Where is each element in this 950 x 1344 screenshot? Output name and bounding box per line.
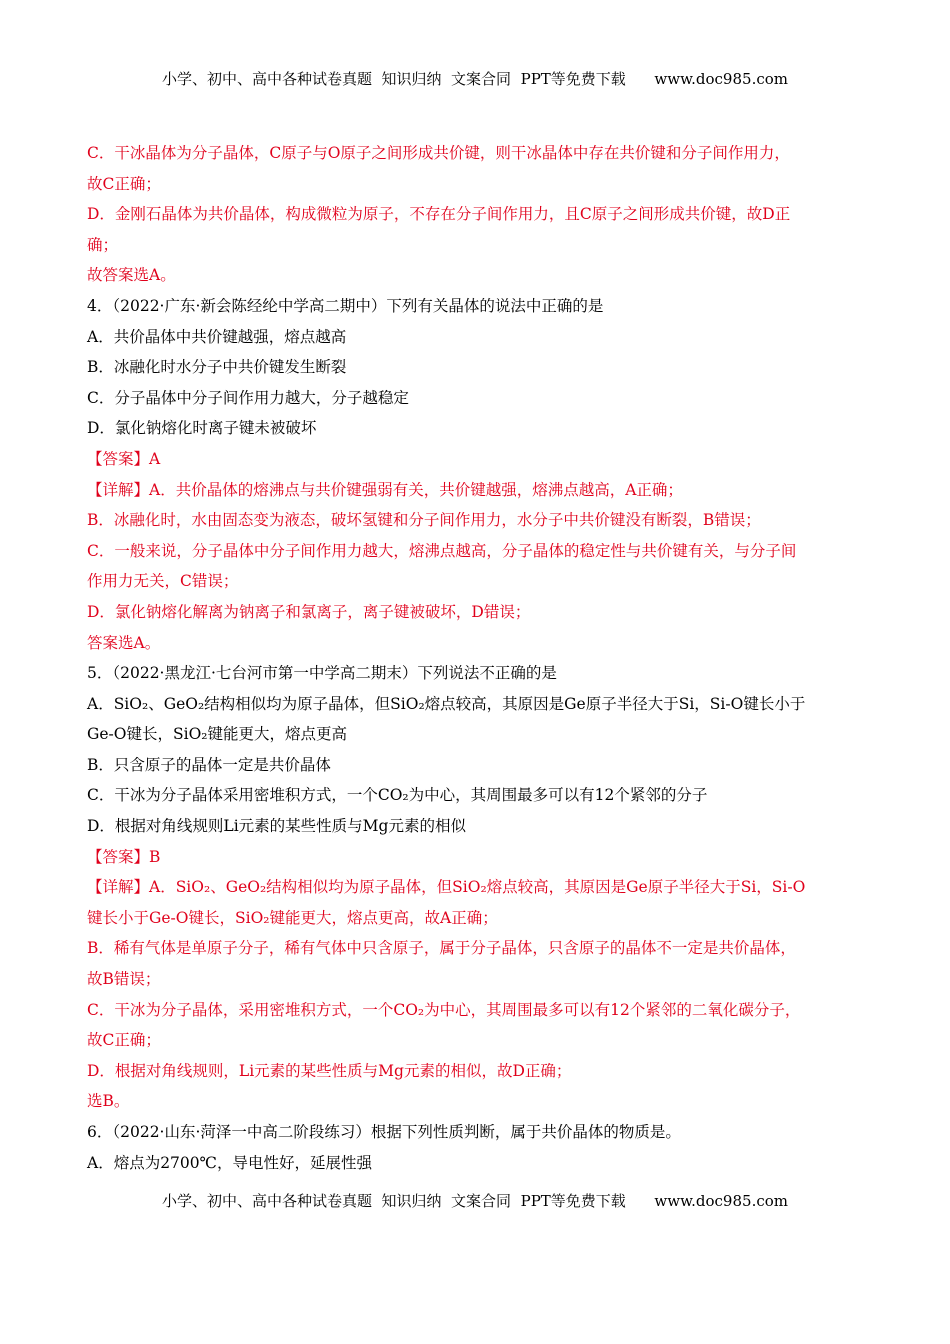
text-line: D．氯化钠熔化时离子键未被破坏 xyxy=(87,419,317,438)
text-line: 4．（2022·广东·新会陈经纶中学高二期中）下列有关晶体的说法中正确的是 xyxy=(87,296,604,315)
text-line: 【答案】B xyxy=(87,847,161,866)
text-line: 作用力无关，C错误； xyxy=(87,572,239,591)
text-line: 【详解】A．SiO₂、GeO₂结构相似均为原子晶体，但SiO₂熔点较高，其原因是Ge原子半径大于Si，Si-O xyxy=(87,878,806,897)
text-line: D．根据对角线规则Li元素的某些性质与Mg元素的相似 xyxy=(87,817,466,836)
text-line: B．稀有气体是单原子分子，稀有气体中只含原子，属于分子晶体，只含原子的晶体不一定是共价晶体， xyxy=(87,939,796,958)
text-line: C．分子晶体中分子间作用力越大，分子越稳定 xyxy=(87,388,409,407)
text-line: C．干冰晶体为分子晶体，C原子与O原子之间形成共价键，则干冰晶体中存在共价键和分子间作用力， xyxy=(87,144,790,162)
document-body xyxy=(87,138,867,1178)
text-line: B．冰融化时，水由固态变为液态，破坏氢键和分子间作用力，水分子中共价键没有断裂，B错误； xyxy=(87,511,761,530)
text-line: A．SiO₂、GeO₂结构相似均为原子晶体，但SiO₂熔点较高，其原因是Ge原子半径大于Si，Si-O键长小于 xyxy=(87,694,806,713)
text-line: 【答案】A xyxy=(87,449,161,468)
text-line: A．共价晶体中共价键越强，熔点越高 xyxy=(87,327,347,346)
text-line: D．金刚石晶体为共价晶体，构成微粒为原子，不存在分子间作用力，且C原子之间形成共价键，故D正 xyxy=(87,205,791,224)
text-line: 【详解】A．共价晶体的熔沸点与共价键强弱有关，共价键越强，熔沸点越高，A正确； xyxy=(87,480,683,499)
text-line: 故C正确； xyxy=(87,1031,161,1050)
text-line: 选B。 xyxy=(87,1092,130,1111)
text-line: 键长小于Ge-O键长，SiO₂键能更大，熔点更高，故A正确； xyxy=(87,908,498,927)
text-line: D．氯化钠熔化解离为钠离子和氯离子，离子键被破坏，D错误； xyxy=(87,602,531,621)
text-line: B．冰融化时水分子中共价键发生断裂 xyxy=(87,358,347,377)
text-line: 确； xyxy=(87,235,119,254)
text-line: 5．（2022·黑龙江·七台河市第一中学高二期末）下列说法不正确的是 xyxy=(87,664,557,683)
text-line: C．干冰为分子晶体采用密堆积方式，一个CO₂为中心，其周围最多可以有12个紧邻的分子 xyxy=(87,786,708,805)
text-line: 故答案选A。 xyxy=(87,266,176,285)
text-line: Ge-O键长，SiO₂键能更大，熔点更高 xyxy=(87,725,347,744)
text-line: B．只含原子的晶体一定是共价晶体 xyxy=(87,755,331,774)
text-line: A．熔点为2700℃，导电性好，延展性强 xyxy=(87,1153,372,1172)
text-line: C．干冰为分子晶体，采用密堆积方式，一个CO₂为中心，其周围最多可以有12个紧邻的二氧化碳分子， xyxy=(87,1000,801,1019)
page-header: 小学、初中、高中各种试卷真题 知识归纳 文案合同 PPT等免费下载 www.doc985.com xyxy=(161,70,788,88)
text-line: D．根据对角线规则，Li元素的某些性质与Mg元素的相似，故D正确； xyxy=(87,1061,572,1080)
text-line: 故C正确； xyxy=(87,174,161,193)
text-line: 答案选A。 xyxy=(87,633,161,652)
text-line: 故B错误； xyxy=(87,970,161,989)
text-line: C．一般来说，分子晶体中分子间作用力越大，熔沸点越高，分子晶体的稳定性与共价键有关，与分子间 xyxy=(87,541,797,560)
text-line: 6．（2022·山东·菏泽一中高二阶段练习）根据下列性质判断，属于共价晶体的物质是。 xyxy=(87,1123,681,1141)
page-footer: 小学、初中、高中各种试卷真题 知识归纳 文案合同 PPT等免费下载 www.doc985.com xyxy=(161,1192,788,1210)
